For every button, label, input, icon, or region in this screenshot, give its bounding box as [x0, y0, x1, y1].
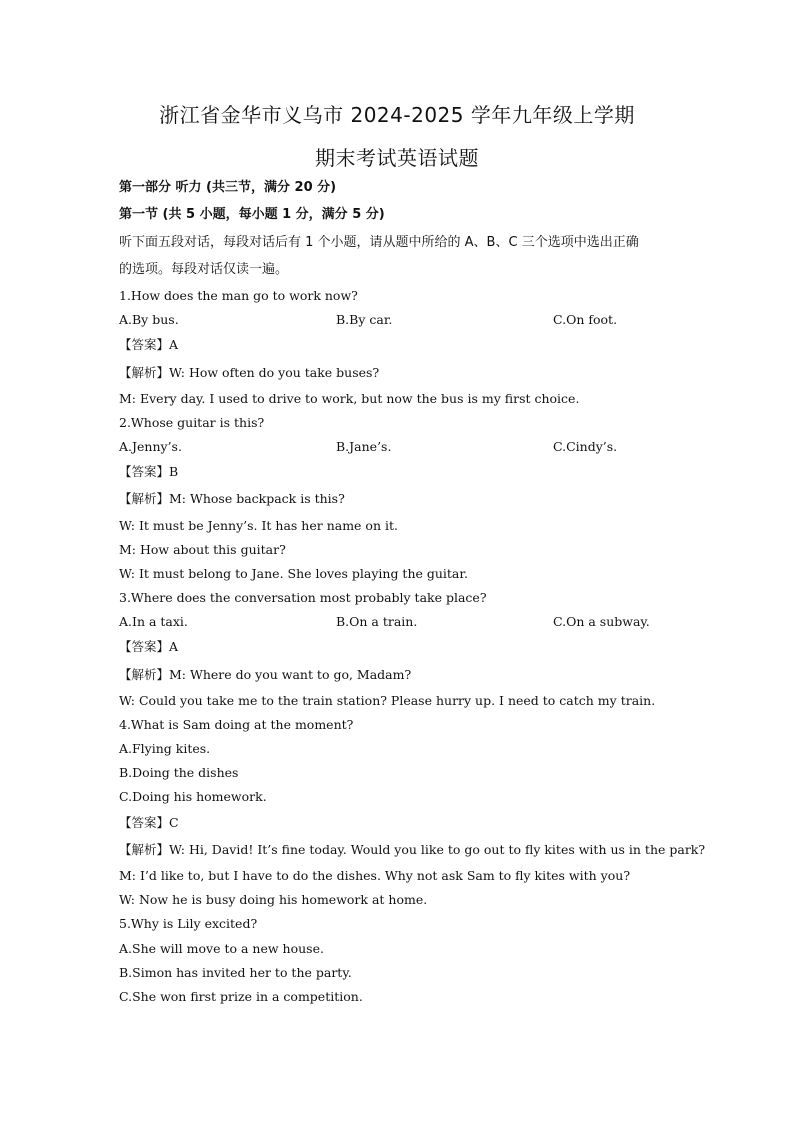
question-1-option-a: A.By bus. — [119, 312, 179, 327]
question-3-analysis-1: 【解析】M: Where do you want to go, Madam? — [119, 667, 412, 682]
question-1-option-c: C.On foot. — [553, 312, 618, 327]
question-5-option-c: C.She won first prize in a competition. — [119, 989, 363, 1004]
instructions-line-1: 听下面五段对话，每段对话后有 1 个小题，请从题中所给的 A、B、C 三个选项中选出正确 — [119, 235, 639, 250]
question-3-option-c: C.On a subway. — [553, 614, 650, 629]
question-5-option-a: A.She will move to a new house. — [119, 941, 324, 956]
question-2-analysis-2: W: It must be Jenny’s. It has her name on it. — [119, 518, 398, 533]
question-2-analysis-4: W: It must belong to Jane. She loves playing the guitar. — [119, 566, 468, 581]
question-1-answer: 【答案】A — [119, 337, 179, 352]
question-4-analysis-2: M: I’d like to, but I have to do the dishes. Why not ask Sam to fly kites with you? — [119, 868, 631, 883]
question-4-option-b: B.Doing the dishes — [119, 765, 239, 780]
instructions-line-2: 的选项。每段对话仅读一遍。 — [119, 262, 289, 277]
document-title-line-2: 期末考试英语试题 — [315, 146, 479, 170]
question-2-stem: 2.Whose guitar is this? — [119, 415, 265, 430]
question-4-answer: 【答案】C — [119, 815, 179, 830]
question-3-option-a: A.In a taxi. — [119, 614, 188, 629]
question-2-analysis-1: 【解析】M: Whose backpack is this? — [119, 491, 345, 506]
question-3-analysis-2: W: Could you take me to the train station? Please hurry up. I need to catch my train. — [119, 693, 656, 708]
question-2-option-b: B.Jane’s. — [336, 439, 392, 454]
part1-heading: 第一部分 听力 (共三节，满分 20 分) — [119, 180, 337, 195]
question-4-option-a: A.Flying kites. — [119, 741, 211, 756]
question-1-stem: 1.How does the man go to work now? — [119, 288, 358, 303]
question-3-stem: 3.Where does the conversation most probably take place? — [119, 590, 487, 605]
question-4-option-c: C.Doing his homework. — [119, 789, 267, 804]
question-2-option-a: A.Jenny’s. — [119, 439, 182, 454]
question-1-analysis-2: M: Every day. I used to drive to work, but now the bus is my first choice. — [119, 391, 580, 406]
question-4-stem: 4.What is Sam doing at the moment? — [119, 717, 354, 732]
question-2-answer: 【答案】B — [119, 464, 179, 479]
section1-heading: 第一节 (共 5 小题，每小题 1 分，满分 5 分) — [119, 207, 385, 222]
question-1-option-b: B.By car. — [336, 312, 393, 327]
document-title-line-1: 浙江省金华市义乌市 2024-2025 学年九年级上学期 — [159, 103, 635, 127]
question-2-analysis-3: M: How about this guitar? — [119, 542, 286, 557]
question-5-option-b: B.Simon has invited her to the party. — [119, 965, 352, 980]
question-3-option-b: B.On a train. — [336, 614, 418, 629]
question-5-stem: 5.Why is Lily excited? — [119, 916, 258, 931]
question-2-option-c: C.Cindy’s. — [553, 439, 618, 454]
question-4-analysis-3: W: Now he is busy doing his homework at home. — [119, 892, 428, 907]
question-1-analysis-1: 【解析】W: How often do you take buses? — [119, 365, 380, 380]
question-3-answer: 【答案】A — [119, 639, 179, 654]
question-4-analysis-1: 【解析】W: Hi, David! It’s fine today. Would you like to go out to fly kites with us in the park? — [119, 842, 706, 857]
